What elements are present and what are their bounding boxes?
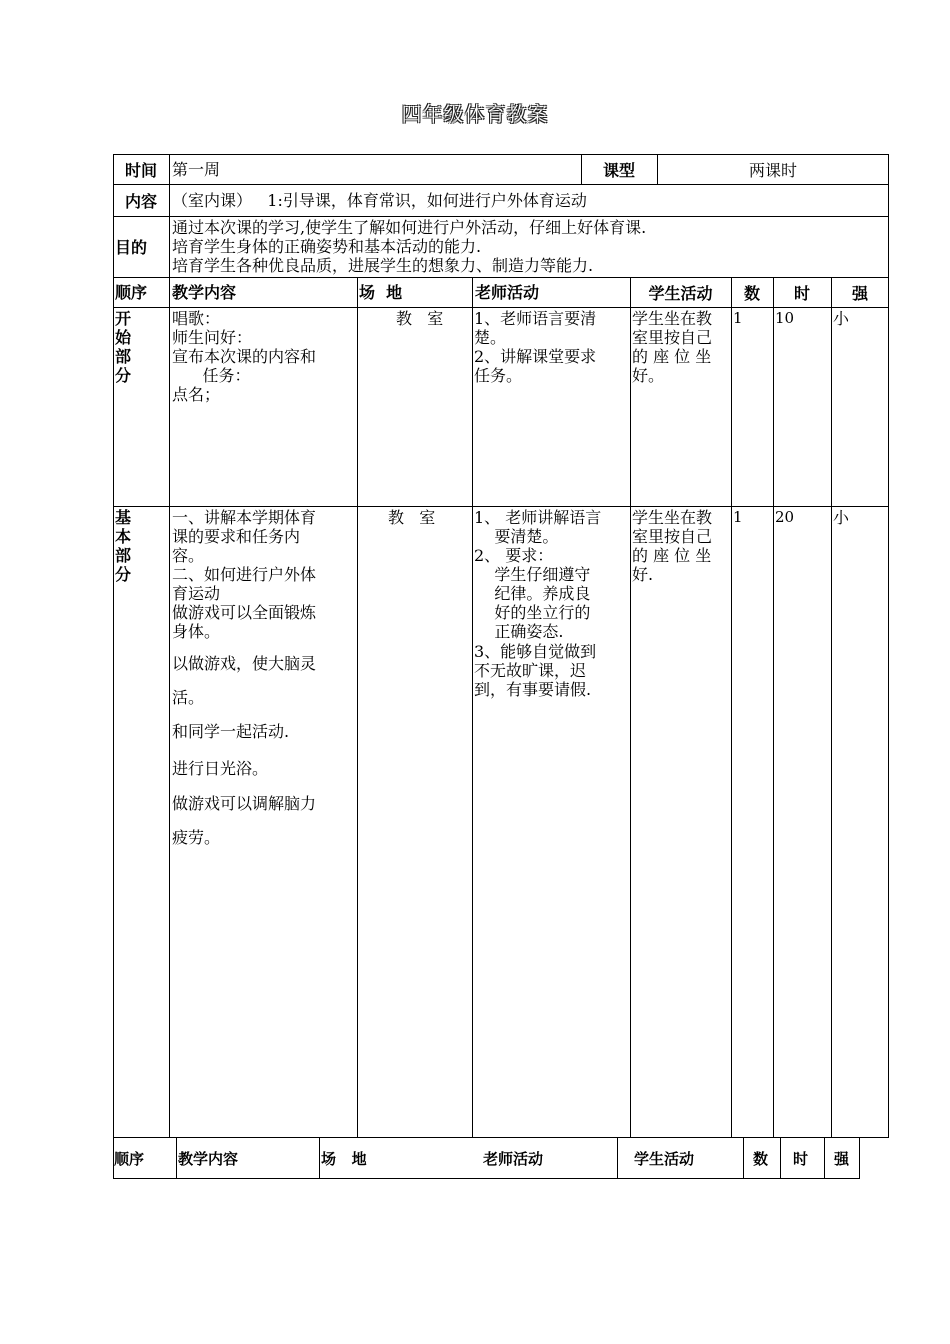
goal-line: 培育学生各种优良品质，进展学生的想象力、制造力等能力. — [172, 256, 594, 275]
time-label: 时间 — [124, 161, 157, 180]
section-main-venue: 教 室 — [388, 508, 436, 527]
footer-col-teach: 教学内容 — [178, 1150, 239, 1168]
content-label: 内容 — [124, 191, 157, 211]
type-label: 课型 — [602, 161, 635, 180]
footer-col-time: 时 — [793, 1150, 809, 1168]
col-venue: 场 地 — [359, 283, 403, 302]
section-start-count: 1 — [733, 309, 743, 327]
footer-col-intensity: 强 — [834, 1150, 850, 1168]
col-student: 学生活动 — [648, 283, 713, 303]
section-start-venue: 教 室 — [396, 309, 444, 328]
goal-label: 目的 — [115, 238, 148, 257]
section-main-time: 20 — [775, 508, 795, 526]
page-title: 四年级体育教案 — [401, 102, 549, 126]
footer-col-count: 数 — [753, 1150, 769, 1168]
col-intensity: 强 — [851, 283, 868, 303]
section-start-intensity: 小 — [833, 309, 850, 328]
time-value: 第一周 — [172, 160, 221, 179]
col-count: 数 — [743, 283, 760, 303]
section-main-count: 1 — [733, 508, 743, 526]
footer-col-teacher: 老师活动 — [483, 1150, 544, 1168]
goal-line: 通过本次课的学习,使学生了解如何进行户外活动，仔细上好体育课. — [172, 218, 647, 237]
footer-col-order: 顺序 — [114, 1150, 145, 1168]
col-time: 时 — [793, 283, 810, 303]
col-teacher: 老师活动 — [475, 283, 540, 302]
col-teach: 教学内容 — [172, 283, 237, 302]
footer-col-venue: 场 地 — [321, 1150, 367, 1168]
goal-line: 培育学生身体的正确姿势和基本活动的能力. — [172, 237, 482, 256]
col-order: 顺序 — [115, 283, 148, 302]
footer-col-student: 学生活动 — [634, 1150, 695, 1168]
section-main-intensity: 小 — [833, 508, 850, 527]
section-start-time: 10 — [775, 309, 795, 327]
content-value: （室内课） 1:引导课，体育常识，如何进行户外体育运动 — [172, 191, 587, 210]
type-value: 两课时 — [748, 161, 797, 180]
